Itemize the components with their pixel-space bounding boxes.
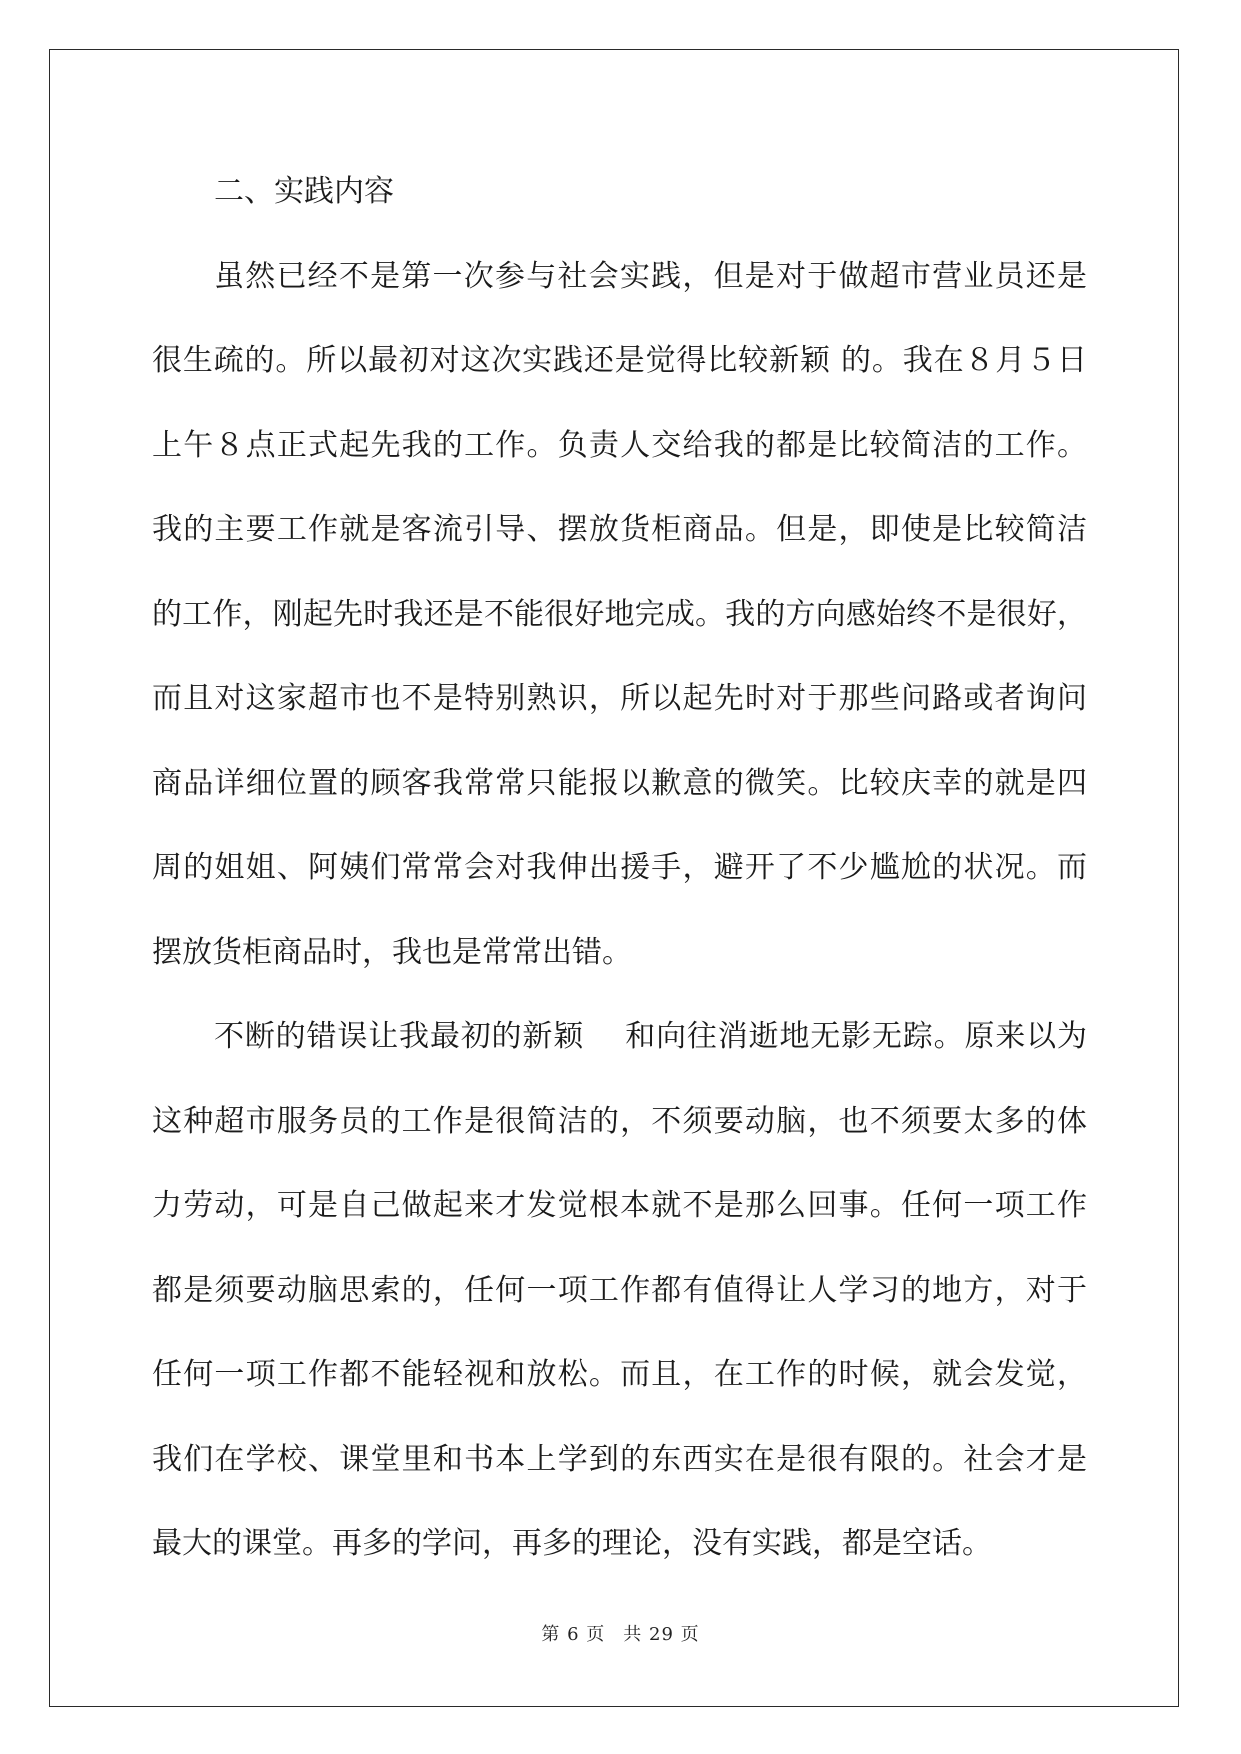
- paragraph-line: 上午８点正式起先我的工作。负责人交给我的都是比较简洁的工作。: [152, 427, 1087, 463]
- page-total: 共 29 页: [623, 1624, 700, 1645]
- paragraph-line: 周的姐姐、阿姨们常常会对我伸出援手，避开了不少尴尬的状况。而: [152, 850, 1087, 885]
- paragraph-line: 商品详细位置的顾客我常常只能报以歉意的微笑。比较庆幸的就是四: [152, 765, 1087, 801]
- document-body: [152, 150, 1087, 1587]
- paragraph-line: 不断的错误让我最初的新颖 和向往消逝地无影无踪。原来以为: [214, 1019, 1087, 1054]
- paragraph-line: 很生疏的。所以最初对这次实践还是觉得比较新颖 的。我在８月５日: [152, 343, 1087, 378]
- page-footer: [0, 1620, 1241, 1646]
- paragraph-line: 我们在学校、课堂里和书本上学到的东西实在是很有限的。社会才是: [152, 1441, 1087, 1477]
- paragraph-line: 这种超市服务员的工作是很简洁的，不须要动脑，也不须要太多的体: [152, 1103, 1087, 1139]
- paragraph-line: 摆放货柜商品时，我也是常常出错。: [152, 934, 632, 970]
- paragraph-line: 而且对这家超市也不是特别熟识，所以起先时对于那些问路或者询问: [152, 681, 1087, 716]
- paragraph-line: 最大的课堂。再多的学问，再多的理论，没有实践，都是空话。: [152, 1526, 992, 1561]
- paragraph-line: 我的主要工作就是客流引导、摆放货柜商品。但是，即使是比较简洁: [152, 512, 1087, 547]
- paragraph-line: 的工作，刚起先时我还是不能很好地完成。我的方向感始终不是很好，: [152, 596, 1087, 632]
- paragraph-2: [152, 995, 1087, 1587]
- paragraph-1: [152, 235, 1087, 996]
- section-heading: 二、实践内容: [214, 174, 394, 209]
- paragraph-line: 虽然已经不是第一次参与社会实践，但是对于做超市营业员还是: [214, 258, 1087, 294]
- paragraph-line: 都是须要动脑思索的，任何一项工作都有值得让人学习的地方，对于: [152, 1272, 1087, 1308]
- paragraph-line: 任何一项工作都不能轻视和放松。而且，在工作的时候，就会发觉，: [152, 1357, 1087, 1392]
- paragraph-line: 力劳动，可是自己做起来才发觉根本就不是那么回事。任何一项工作: [152, 1188, 1087, 1223]
- page-number: 第 6 页: [541, 1624, 606, 1645]
